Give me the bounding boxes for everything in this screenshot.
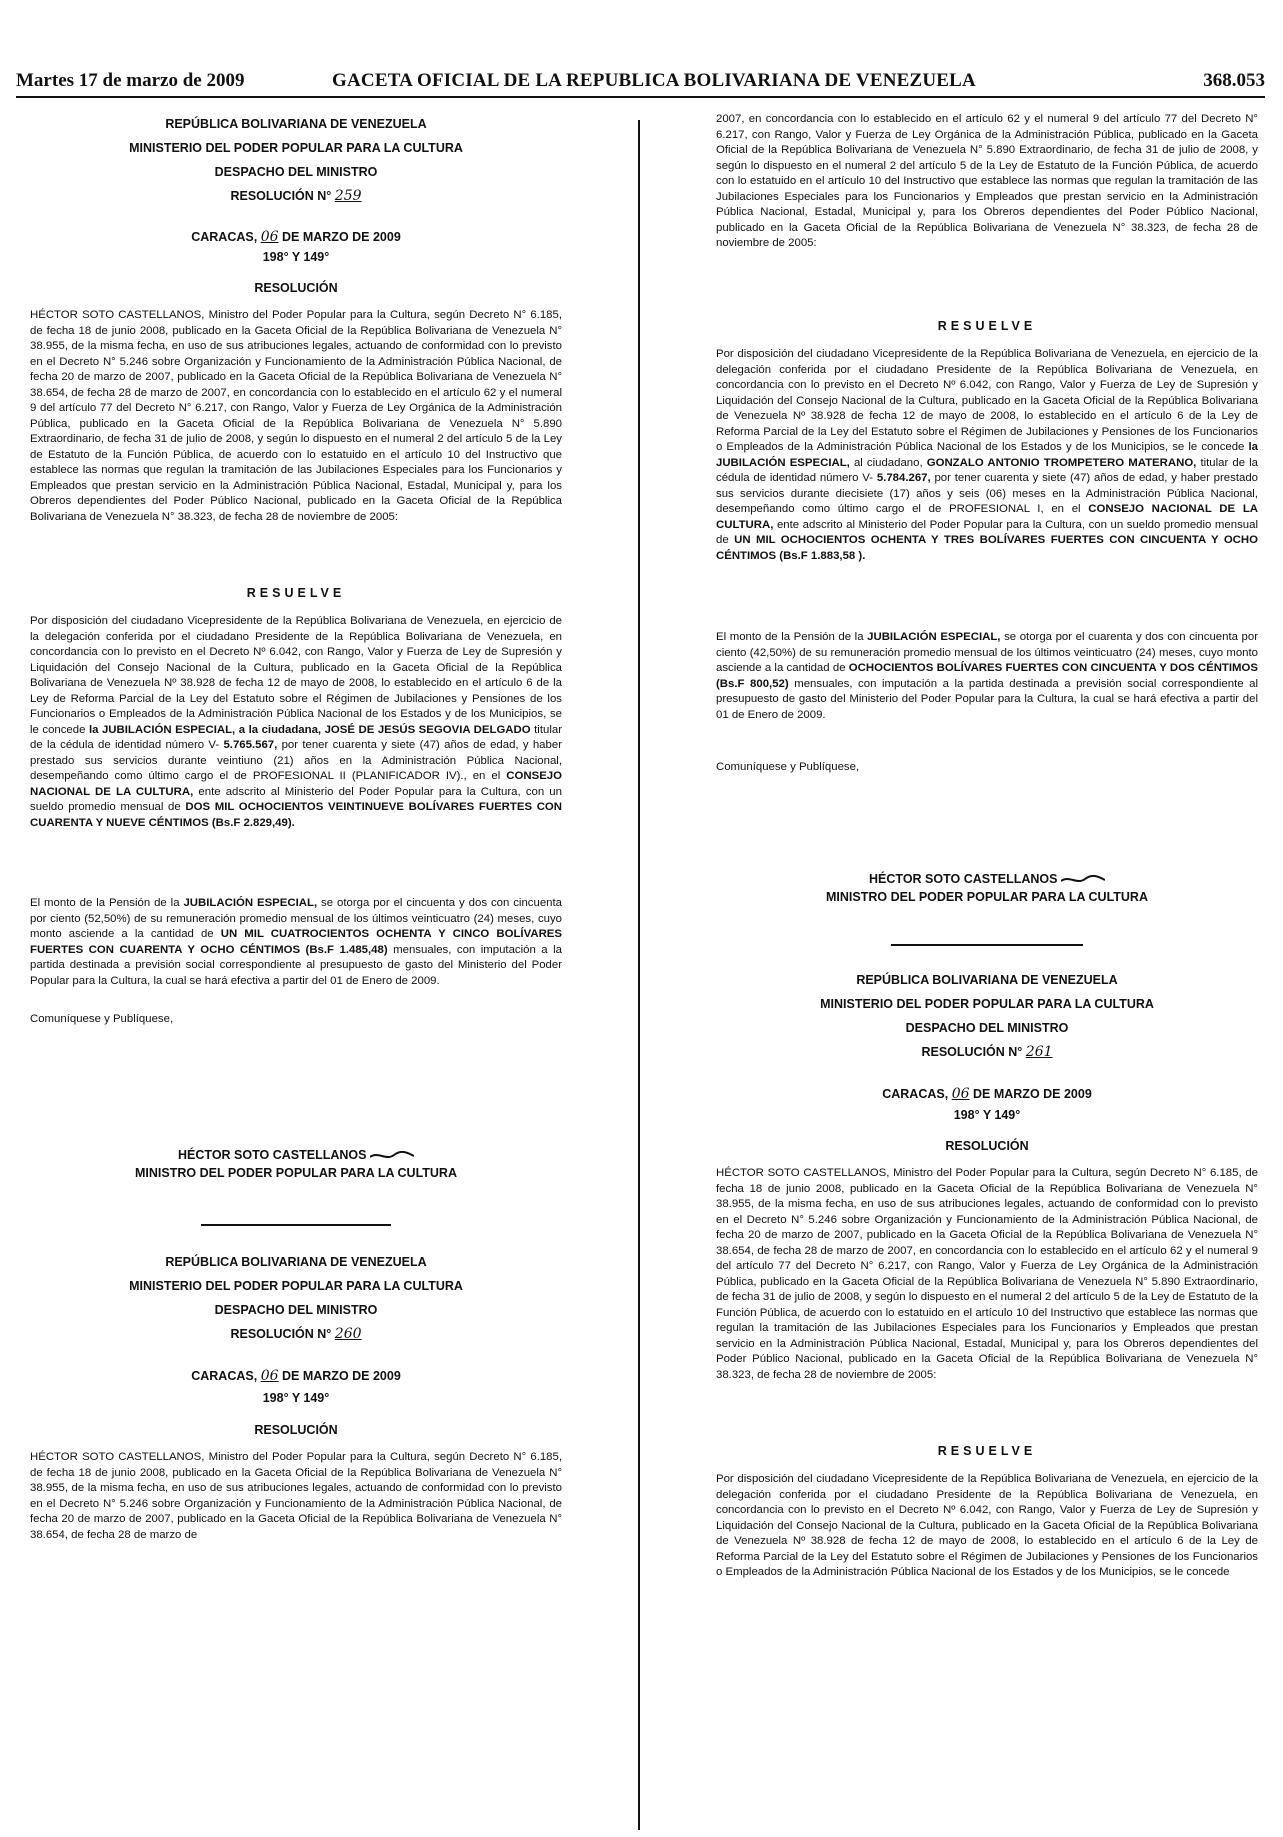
resolution-260-signature [716, 870, 1258, 906]
resolution-260-header [30, 1250, 562, 1346]
resolucion-heading: RESOLUCIÓN [254, 1423, 338, 1437]
years-line: 198° Y 149° [262, 1391, 330, 1405]
text-segment: mensuales, con imputación a la partida destinada a previsión social correspondiente al presupuesto de gasto del Ministerio del Poder Popular para la Cultura, la cual se hará efectiva a partir del 01 de Enero de 2009. [30, 943, 563, 987]
resolution-number: 260 [334, 1326, 362, 1342]
date-suffix: DE MARZO DE 2009 [973, 1087, 1092, 1101]
text-segment: mensuales, con imputación a la partida destinada a previsión social correspondiente al presupuesto de gasto del Ministerio del Poder Popular para la Cultura, la cual se hará efectiva a partir del 01 de Enero de 2009. [716, 677, 1258, 721]
resolution-260-pension-paragraph [716, 630, 1258, 723]
pension-amount: UN MIL CUATROCIENTOS OCHENTA Y CINCO BOLÍVARES FUERTES CON CUARENTA Y OCHO CÉNTIMOS (Bs.F 1.485,48) [30, 928, 562, 956]
text-segment-bold: CONSEJO NACIONAL DE LA CULTURA, [30, 770, 562, 798]
date-day: 06 [951, 1086, 970, 1102]
office-heading: DESPACHO DEL MINISTRO [905, 1021, 1069, 1035]
separator-line [891, 944, 1083, 946]
text-segment-bold: la JUBILACIÓN ESPECIAL, [716, 441, 1259, 469]
salary-amount: DOS MIL OCHOCIENTOS VEINTINUEVE BOLÍVARES FUERTES CON CUARENTA Y NUEVE CÉNTIMOS (Bs.F 2.829,49). [30, 801, 562, 829]
signature-scribble-icon [1061, 875, 1105, 885]
text-segment: por tener cuarenta y siete (47) años de edad, y haber prestado sus servicios durante veintiuno (21) años en la Administración Pública Nacional, desempeñando como último cargo el de PROFESIONAL II (PLANIFICADOR IV)., en el [30, 739, 562, 782]
resuelve-heading: RESUELVE [246, 586, 346, 600]
resolution-259-pension-paragraph [30, 896, 562, 989]
closing-line: Comuníquese y Publíquese, [30, 1013, 174, 1025]
resuelve-heading: RESUELVE [937, 319, 1037, 333]
text-segment: titular de la cédula de identidad número V- [716, 456, 1259, 484]
separator-line-wrap [716, 944, 1258, 946]
date-suffix: DE MARZO DE 2009 [282, 230, 401, 244]
text-segment: ente adscrito al Ministerio del Poder Popular para la Cultura, con un sueldo promedio mensual de [30, 785, 562, 813]
header-rule [16, 96, 1265, 98]
minister-title: MINISTRO DEL PODER POPULAR PARA LA CULTURA [135, 1166, 457, 1180]
gazette-header [16, 70, 1265, 96]
resolution-number-prefix: RESOLUCIÓN N° [921, 1045, 1023, 1059]
pension-amount: OCHOCIENTOS BOLÍVARES FUERTES CON CINCUENTA Y DOS CÉNTIMOS (Bs.F 800,52) [716, 662, 1258, 690]
text-segment: titular de la cédula de identidad número V- [30, 723, 562, 751]
years-line: 198° Y 149° [262, 250, 330, 264]
closing-line: Comuníquese y Publíquese, [716, 761, 860, 773]
resolution-260-date [30, 1364, 562, 1388]
resolution-259-header [30, 112, 562, 208]
resolution-259-resuelve-paragraph [30, 614, 562, 831]
text-segment: se otorga por el cuarenta y dos con cincuenta por ciento (42,50%) de su remuneración promedio mensual de los últimos veinticuatro (24) meses, cuyo monto asciende a la cantidad de [716, 631, 1258, 674]
resolution-259-signature [30, 1146, 562, 1182]
text-segment-bold: JUBILACIÓN ESPECIAL, [183, 897, 318, 909]
text-segment-bold: JUBILACIÓN ESPECIAL, [867, 631, 1001, 643]
text-segment: El monto de la Pensión de la [30, 897, 180, 909]
beneficiary-name: GONZALO ANTONIO TROMPETERO MATERANO, [926, 456, 1197, 469]
resolution-number-line [716, 1040, 1258, 1064]
ministry-heading: MINISTERIO DEL PODER POPULAR PARA LA CULTURA [129, 1279, 463, 1293]
date-day: 06 [260, 1368, 279, 1384]
resolution-260-preamble-continued: 2007, en concordancia con lo establecido en el artículo 62 y el numeral 9 del artículo 77 del Decreto N° 6.217, con Rango, Valor y Fuerza de Ley Orgánica de la Administración Pública, publicado en la Gaceta Oficial de la República Bolivariana de Venezuela N° 5.890 Extraordinario, de fecha 31 de julio de 2008, y según lo dispuesto en el numeral 2 del artículo 5 de la Ley de Estatuto de la Función Pública, de acuerdo con lo estatuido en el artículo 10 del Instructivo que establece las normas que regulan la tramitación de las Jubilaciones Especiales para los Funcionarios y Empleados que prestan servicio en la Administración Pública Nacional, Estadal, Municipal y, para los Obreros dependientes del Poder Público Nacional, publicado en la Gaceta Oficial de la República Bolivariana de Venezuela N° 38.323, de fecha 28 de noviembre de 2005: [716, 113, 1258, 249]
republic-heading: REPÚBLICA BOLIVARIANA DE VENEZUELA [856, 973, 1118, 987]
resolution-259-preamble: HÉCTOR SOTO CASTELLANOS, Ministro del Poder Popular para la Cultura, según Decreto N° 6.185, de fecha 18 de junio 2008, publicado en la Gaceta Oficial de la República Bolivariana de Venezuela N° 38.955, de la misma fecha, en uso de sus atribuciones legales, actuando de conformidad con lo previsto en el Decreto N° 5.246 sobre Organización y Funcionamiento de la Administración Pública Nacional, de fecha 20 de marzo de 2007, publicado en la Gaceta Oficial de la República Bolivariana de Venezuela N° 38.654, de fecha 28 de marzo de 2007, en concordancia con lo establecido en el artículo 62 y el numeral 9 del artículo 77 del Decreto N° 6.217, con Rango, Valor y Fuerza de Ley Orgánica de la Administración Pública, publicado en la Gaceta Oficial de la República Bolivariana de Venezuela N° 5.890 Extraordinario, de fecha 31 de julio de 2008, y según lo dispuesto en el numeral 2 del artículo 5 de la Ley de Estatuto de la Función Pública, de acuerdo con lo estatuido en el artículo 10 del Instructivo que establece las normas que regulan la tramitación de las Jubilaciones Especiales para los Funcionarios y Empleados que prestan servicio en la Administración Pública Nacional, Estadal, Municipal y, para los Obreros dependientes del Poder Público Nacional, publicado en la Gaceta Oficial de la República Bolivariana de Venezuela N° 38.323, de fecha 28 de noviembre de 2005: [30, 309, 562, 523]
minister-name: HÉCTOR SOTO CASTELLANOS [869, 872, 1058, 886]
office-heading: DESPACHO DEL MINISTRO [214, 1303, 378, 1317]
resolution-261-resuelve-paragraph: Por disposición del ciudadano Vicepresidente de la República Bolivariana de Venezuela, en ejercicio de la delegación conferida por el ciudadano Presidente de la República Bolivariana de Venezuela, en concordancia con lo previsto en el Decreto Nº 6.042, con Rango, Valor y Fuerza de Ley de Supresión y Liquidación del Consejo Nacional de la Cultura, publicado en la Gaceta Oficial de la República Bolivariana de Venezuela Nº 38.928 de fecha 12 de mayo de 2008, lo establecido en el artículo 6 de la Ley de Reforma Parcial de la Ley del Estatuto sobre el Régimen de Jubilaciones y Pensiones de los Funcionarios o Empleados de la Administración Pública Nacional de los Estados y de los Municipios, se le concede [716, 1473, 1258, 1578]
text-segment-bold: la JUBILACIÓN ESPECIAL, a la ciudadana, JOSÉ DE JESÚS SEGOVIA DELGADO [88, 723, 531, 736]
text-segment: Por disposición del ciudadano Vicepresidente de la República Bolivariana de Venezuela, en ejercicio de la delegación conferida por el ciudadano Presidente de la República Bolivariana de Venezuela, en concordancia con lo previsto en el Decreto Nº 6.042, con Rango, Valor y Fuerza de Ley de Supresión y Liquidación del Consejo Nacional de la Cultura, publicado en la Gaceta Oficial de la República Bolivariana de Venezuela Nº 38.928 de fecha 12 de mayo de 2008, lo establecido en el artículo 6 de la Ley de Reforma Parcial de la Ley del Estatuto sobre el Régimen de Jubilaciones y Pensiones de los Funcionarios o Empleados de la Administración Pública Nacional de los Estados y de los Municipios, se le concede [716, 348, 1258, 453]
page-number: 368.053 [1203, 70, 1265, 91]
separator-line-wrap [30, 1224, 562, 1226]
date-suffix: DE MARZO DE 2009 [282, 1369, 401, 1383]
issue-date: Martes 17 de marzo de 2009 [16, 70, 245, 91]
column-divider [638, 120, 640, 1830]
text-segment: se otorga por el cincuenta y dos con cincuenta por ciento (52,50%) de su remuneración promedio mensual de los últimos veinticuatro (24) meses, cuyo monto asciende a la cantidad de [30, 897, 562, 940]
resolution-number: 261 [1025, 1044, 1053, 1060]
city-prefix: CARACAS, [191, 230, 258, 244]
republic-heading: REPÚBLICA BOLIVARIANA DE VENEZUELA [165, 1255, 427, 1269]
minister-title: MINISTRO DEL PODER POPULAR PARA LA CULTURA [826, 890, 1148, 904]
resolution-261-header [716, 968, 1258, 1064]
text-segment: ente adscrito al Ministerio del Poder Popular para la Cultura, con un sueldo promedio mensual de [716, 518, 1258, 546]
separator-line [201, 1224, 391, 1226]
id-number: 5.784.267, [876, 472, 931, 484]
resolution-number: 259 [334, 188, 362, 204]
signature-scribble-icon [370, 1151, 414, 1161]
date-day: 06 [260, 229, 279, 245]
resolucion-heading: RESOLUCIÓN [945, 1139, 1029, 1153]
resolucion-heading: RESOLUCIÓN [254, 281, 338, 295]
text-segment: El monto de la Pensión de la [716, 631, 864, 643]
id-number: 5.765.567, [223, 739, 278, 751]
resolution-number-line [30, 184, 562, 208]
republic-heading: REPÚBLICA BOLIVARIANA DE VENEZUELA [165, 117, 427, 131]
ministry-heading: MINISTERIO DEL PODER POPULAR PARA LA CULTURA [820, 997, 1154, 1011]
office-heading: DESPACHO DEL MINISTRO [214, 165, 378, 179]
text-segment: por tener cuarenta y siete (47) años de edad, y haber prestado sus servicios durante diecisiete (17) años y seis (06) meses en la Administración Pública Nacional, desempeñando como último cargo el de PROFESIONAL I, en el [716, 472, 1258, 515]
resuelve-heading: RESUELVE [937, 1444, 1037, 1458]
salary-amount: UN MIL OCHOCIENTOS OCHENTA Y TRES BOLÍVARES FUERTES CON CINCUENTA Y OCHO CÉNTIMOS (Bs.F 1.883,58 ). [716, 534, 1258, 562]
city-prefix: CARACAS, [191, 1369, 258, 1383]
resolution-260-resuelve-paragraph [716, 347, 1258, 564]
resolution-number-prefix: RESOLUCIÓN N° [230, 1327, 332, 1341]
years-line: 198° Y 149° [953, 1108, 1021, 1122]
text-segment: al ciudadano, [853, 456, 923, 469]
text-segment: Por disposición del ciudadano Vicepresidente de la República Bolivariana de Venezuela, en ejercicio de la delegación conferida por el ciudadano Presidente de la República Bolivariana de Venezuela, en concordancia con lo previsto en el Decreto Nº 6.042, con Rango, Valor y Fuerza de Ley de Supresión y Liquidación del Consejo Nacional de la Cultura, publicado en la Gaceta Oficial de la República Bolivariana de Venezuela Nº 38.928 de fecha 12 de mayo de 2008, lo establecido en el artículo 6 de la Ley de Reforma Parcial de la Ley del Estatuto sobre el Régimen de Jubilaciones y Pensiones de los Funcionarios o Empleados de la Administración Pública Nacional de los Estados y de los Municipios, se le concede [30, 615, 562, 736]
text-segment-bold: CONSEJO NACIONAL DE LA CULTURA, [716, 503, 1258, 531]
minister-name: HÉCTOR SOTO CASTELLANOS [178, 1148, 367, 1162]
resolution-261-preamble: HÉCTOR SOTO CASTELLANOS, Ministro del Poder Popular para la Cultura, según Decreto N° 6.185, de fecha 18 de junio 2008, publicado en la Gaceta Oficial de la República Bolivariana de Venezuela N° 38.955, de la misma fecha, en uso de sus atribuciones legales, actuando de conformidad con lo previsto en el Decreto N° 5.246 sobre Organización y Funcionamiento de la Administración Pública Nacional, de fecha 20 de marzo de 2007, publicado en la Gaceta Oficial de la República Bolivariana de Venezuela N° 38.654, de fecha 28 de marzo de 2007, en concordancia con lo establecido en el artículo 62 y el numeral 9 del artículo 77 del Decreto N° 6.217, con Rango, Valor y Fuerza de Ley Orgánica de la Administración Pública, publicado en la Gaceta Oficial de la República Bolivariana de Venezuela N° 5.890 Extraordinario, de fecha 31 de julio de 2008, y según lo dispuesto en el numeral 2 del artículo 5 de la Ley de Estatuto de la Función Pública, de acuerdo con lo estatuido en el artículo 10 del Instructivo que establece las normas que regulan la tramitación de las Jubilaciones Especiales para los Funcionarios y Empleados que prestan servicio en la Administración Pública Nacional, Estadal, Municipal y, para los Obreros dependientes del Poder Público Nacional, publicado en la Gaceta Oficial de la República Bolivariana de Venezuela N° 38.323, de fecha 28 de noviembre de 2005: [716, 1167, 1258, 1381]
resolution-number-line [30, 1322, 562, 1346]
resolution-260-preamble-start: HÉCTOR SOTO CASTELLANOS, Ministro del Poder Popular para la Cultura, según Decreto N° 6.185, de fecha 18 de junio 2008, publicado en la Gaceta Oficial de la República Bolivariana de Venezuela N° 38.955, de la misma fecha, en uso de sus atribuciones legales, actuando de conformidad con lo previsto en el Decreto N° 5.246 sobre Organización y Funcionamiento de la Administración Pública Nacional, de fecha 20 de marzo de 2007, publicado en la Gaceta Oficial de la República Bolivariana de Venezuela N° 38.654, de fecha 28 de marzo de [30, 1451, 562, 1541]
ministry-heading: MINISTERIO DEL PODER POPULAR PARA LA CULTURA [129, 141, 463, 155]
gazette-title: GACETA OFICIAL DE LA REPUBLICA BOLIVARIANA DE VENEZUELA [332, 70, 976, 91]
resolution-number-prefix: RESOLUCIÓN N° [230, 189, 332, 203]
city-prefix: CARACAS, [882, 1087, 949, 1101]
